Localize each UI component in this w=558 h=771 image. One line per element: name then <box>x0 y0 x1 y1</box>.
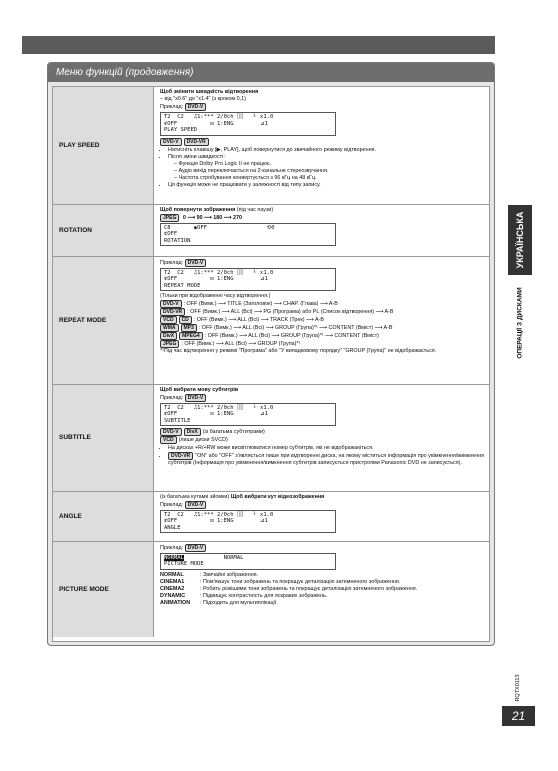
disc-badge: WMA <box>160 324 179 332</box>
disc-badge: DVD-V <box>185 259 207 267</box>
osd-display: T2 C2 ♫1:*** 2/0ch ⌷⌷ ⅟ x1.0 ⊄OFF ⊡ 1:ENG ⊿1 REPEAT MODE <box>160 268 336 292</box>
notes-list <box>160 445 485 467</box>
subtitle-note: (лише диски SVCD) <box>178 437 228 443</box>
example-label: Приклад: <box>160 544 184 551</box>
mode-name: DYNAMIC <box>160 592 186 599</box>
osd-display: T2 C2 ♫1:*** 2/0ch ⌷⌷ ⅟ x1.0 ⊄OFF ⊡ 1:ENG ⊿1 SUBTITLE <box>160 403 336 427</box>
speed-range: – від "x0.6" до "x1.4" (з кроком 0,1) <box>160 96 246 102</box>
subtitle-note: "ON" або "OFF" з'являється лише при відтворенні диска, на якому міститься інформація про увімкнення/вимкнення субтитрів (Інформація про увімкнення/вимкнення субтитрів записується пристроями Panasonic DVD не записується). <box>168 453 485 466</box>
table-row <box>160 600 417 607</box>
row-angle <box>53 491 489 541</box>
list-item: – Аудіо вихід переключається на 2-канальне стереозвучання. <box>174 167 329 174</box>
disc-badge: DVD-V <box>185 103 207 111</box>
function-table-frame <box>52 86 490 642</box>
disc-badge: MPEG4 <box>179 332 203 340</box>
repeat-sequence: : OFF (Вимк.) ⟶ ALL (Всі) ⟶ PG (Програма) або PL (Список відтворення) ⟶ A-B <box>187 309 394 315</box>
rotation-sequence: 0 ⟶ 90 ⟶ 180 ⟶ 270 <box>182 214 242 221</box>
row-title: Щоб змінити швидкість відтворення <box>160 89 259 95</box>
list-item: – Функція Dolby Pro Logic II не працює. <box>174 160 272 167</box>
row-label: PLAY SPEED <box>53 87 154 204</box>
repeat-sequence: : OFF (Вимк.) ⟶ ALL (Всі) ⟶ TRACK (Трек) ⟶ A-B <box>193 317 324 323</box>
table-row <box>160 572 417 579</box>
modes-table <box>160 572 417 607</box>
disc-badge: DVD-V <box>185 394 207 402</box>
repeat-sequence: : OFF (Вимк.) ⟶ ALL (Всі) ⟶ GROUP (Група)*¹ <box>181 341 301 347</box>
example-label: Приклад: <box>160 501 184 508</box>
function-menu-panel <box>47 62 495 646</box>
disc-badge: VCD <box>160 316 177 324</box>
disc-badge: JPEG <box>160 214 179 222</box>
subtitle-note: (із багатьма субтитрами) <box>202 429 265 435</box>
language-tab <box>508 205 532 275</box>
disc-badge: JPEG <box>160 340 179 348</box>
osd-mode: NORMAL <box>223 554 244 561</box>
disc-badge: VCD <box>160 436 177 444</box>
repeat-line <box>160 324 485 332</box>
table-row <box>160 586 417 593</box>
osd-display: T2 C2 ♫1:*** 2/0ch ⌷⌷ ⅟ x1.0 ⊄OFF ⊡ 1:ENG ⊿1 ANGLE <box>160 510 336 534</box>
mode-desc: : Звичайні зображення. <box>200 571 259 578</box>
function-table <box>53 87 489 637</box>
panel-title: Меню функцій (продовження) <box>48 63 494 82</box>
row-picture-mode <box>53 541 489 637</box>
list-item: • На дисках +R/+RW може висвітлюватися номер субтитрів, які не відображаються. <box>168 445 485 452</box>
section-label <box>513 278 527 368</box>
mode-desc: : Пом'якшує тони зображень та покращує деталізацію затемненого зображення. <box>200 578 401 585</box>
notes-list <box>160 147 485 189</box>
list-item: • Натисніть клавішу [▶, PLAY], щоб повернутися до звичайного режиму відтворення. <box>168 147 485 154</box>
example-label: Приклад: <box>160 394 184 401</box>
disc-badge: DivX <box>160 332 177 340</box>
list-item: – Частота стробування конвертується з 96 кГц на 48 кГц. <box>174 174 317 181</box>
mode-desc: : Підвищує контрастність для яскравих зображень. <box>200 592 328 599</box>
disc-badge: DVD-V <box>160 138 182 146</box>
mode-name: ANIMATION <box>160 599 191 606</box>
row-label: REPEAT MODE <box>53 256 154 384</box>
disc-badge: DVD-V <box>160 300 182 308</box>
row-subtitle <box>53 384 489 491</box>
osd-caption: PICTURE MODE <box>164 561 204 567</box>
row-label: PICTURE MODE <box>53 541 154 637</box>
repeat-sequence: : OFF (Вимк.) ⟶ ALL (Всі) ⟶ GROUP (Група)*¹ ⟶ CONTENT (Вміст) ⟶ A-B <box>198 325 393 331</box>
mode-name: CINEMA1 <box>160 578 185 585</box>
disc-badge: DVD-VR <box>160 308 185 316</box>
list-item: • Ця функція може не працювати у залежності від типу запису. <box>168 182 485 189</box>
disc-badge: DivX <box>184 428 201 436</box>
disc-badge: DVD-VR <box>168 452 193 460</box>
row-label: ANGLE <box>53 491 154 541</box>
list-item: • Після зміни швидкості: <box>168 154 485 161</box>
osd-selected-mode: NORMAL <box>164 554 184 561</box>
list-item <box>168 452 485 467</box>
disc-badge: DVD-V <box>160 428 182 436</box>
table-row <box>160 593 417 600</box>
disc-badge: CD <box>179 316 192 324</box>
language-tab-label: УКРАЇНСЬКА <box>515 211 525 269</box>
section-label-text: ОПЕРАЦІЇ З ДИСКАМИ <box>516 287 524 359</box>
repeat-sequence: : OFF (Вимк.) ⟶ ALL (Всі) ⟶ GROUP (Група)*¹ ⟶ CONTENT (Вміст) <box>204 333 379 339</box>
mode-desc: : Робить різкішими тони зображень та покращує деталізацію затемненого зображення. <box>200 585 418 592</box>
row-title: Щоб вибрати кут відеозображення <box>230 493 325 500</box>
repeat-line <box>160 332 485 340</box>
repeat-line <box>160 300 485 308</box>
osd-display <box>160 553 336 570</box>
footnote: *¹Під час відтворення у режимі "Програма" або "У випадковому порядку" "GROUP (Група)" не відображається. <box>160 348 437 354</box>
repeat-sequence: : OFF (Вимк.) ⟶ TITLE (Заголовок) ⟶ CHAP. (Глава) ⟶ A-B <box>183 301 338 307</box>
example-label: Приклад: <box>160 104 184 110</box>
row-rotation <box>53 204 489 256</box>
osd-display: C8 ◉OFF ⟲0 ⊄OFF ROTATION <box>160 223 336 247</box>
document-code-text: RQTX0113 <box>515 674 521 702</box>
disc-badge: DVD-VR <box>184 138 209 146</box>
mode-name: NORMAL <box>160 571 184 578</box>
header-bar <box>22 36 495 54</box>
repeat-line <box>160 316 485 324</box>
mode-name: CINEMA2 <box>160 585 185 592</box>
page-number: 21 <box>502 706 535 726</box>
disc-badge: DVD-V <box>185 501 207 509</box>
row-label: ROTATION <box>53 204 154 256</box>
document-code <box>512 668 524 708</box>
row-title-note: (із багатьма кутами зйомки) <box>160 493 230 500</box>
disc-badge: DVD-V <box>185 544 207 552</box>
row-repeat-mode <box>53 256 489 384</box>
row-title: Щоб повернути зображення <box>160 206 236 213</box>
mode-desc: : Підходить для мультиплікації. <box>200 599 278 606</box>
row-title: Щоб вибрати мову субтитрів <box>160 386 239 393</box>
repeat-line <box>160 308 485 316</box>
row-play-speed <box>53 87 489 204</box>
row-label: SUBTITLE <box>53 384 154 491</box>
disc-badge: MP3 <box>181 324 197 332</box>
table-row <box>160 579 417 586</box>
repeat-note: (Тільки при відображенні часу відтворення.) <box>160 293 271 299</box>
example-label: Приклад: <box>160 259 184 266</box>
osd-display: T2 C2 ♫1:*** 2/0ch ⌷⌷ ⅟ x1.0 ⊄OFF ⊡ 1:ENG ⊿1 PLAY SPEED <box>160 112 336 136</box>
row-title-note: (під час паузи) <box>236 206 274 213</box>
repeat-line <box>160 340 485 348</box>
